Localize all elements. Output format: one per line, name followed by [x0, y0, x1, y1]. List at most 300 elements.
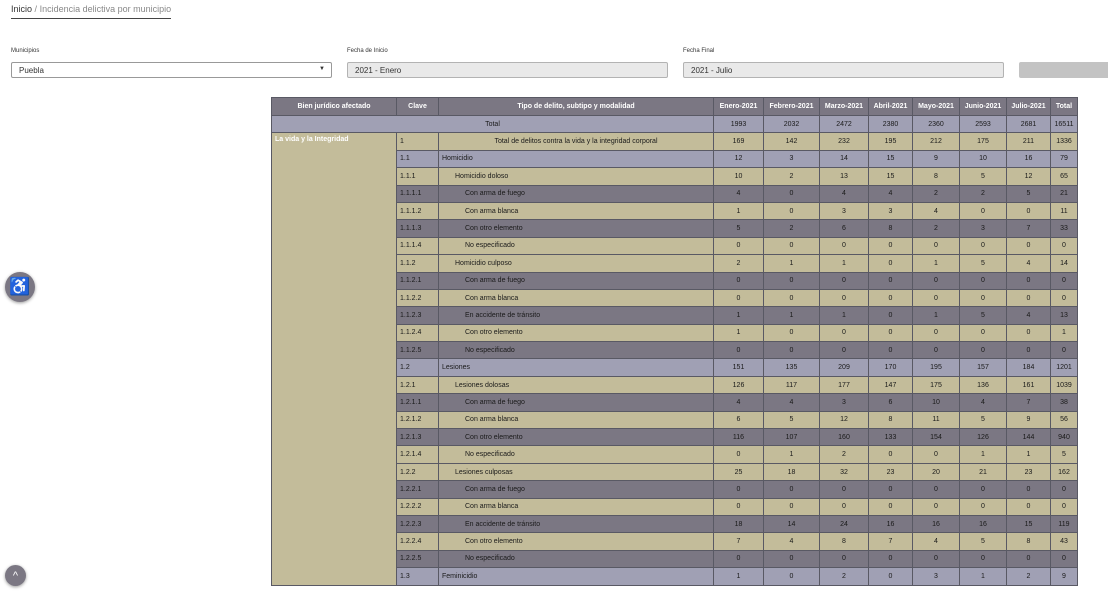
value-cell: 0	[960, 550, 1007, 567]
value-cell: 8	[913, 168, 960, 185]
value-cell: 0	[764, 568, 820, 585]
value-cell: 0	[1051, 289, 1078, 306]
tipo-cell: Con otro elemento	[439, 429, 714, 446]
value-cell: 8	[820, 533, 869, 550]
clave-cell: 1.1.2.1	[397, 272, 439, 289]
tipo-cell: Con arma de fuego	[439, 394, 714, 411]
value-cell: 0	[913, 481, 960, 498]
value-cell: 0	[913, 289, 960, 306]
value-cell: 0	[820, 324, 869, 341]
tipo-cell: Homicidio doloso	[439, 168, 714, 185]
value-cell: 0	[1051, 272, 1078, 289]
value-cell: 32	[820, 463, 869, 480]
value-cell: 5	[764, 411, 820, 428]
value-cell: 6	[714, 411, 764, 428]
value-cell: 0	[1007, 272, 1051, 289]
value-cell: 0	[869, 568, 913, 585]
municipio-value: Puebla	[19, 66, 44, 75]
value-cell: 5	[714, 220, 764, 237]
clave-cell: 1.1	[397, 150, 439, 167]
value-cell: 0	[913, 498, 960, 515]
value-cell: 13	[1051, 307, 1078, 324]
wheelchair-icon[interactable]: ♿	[5, 272, 35, 302]
value-cell: 8	[1007, 533, 1051, 550]
value-cell: 0	[714, 498, 764, 515]
value-cell: 170	[869, 359, 913, 376]
tipo-cell: Con arma de fuego	[439, 185, 714, 202]
total-cell: 1993	[714, 116, 764, 133]
value-cell: 0	[714, 237, 764, 254]
value-cell: 7	[1007, 220, 1051, 237]
value-cell: 0	[764, 272, 820, 289]
incidence-table	[271, 97, 1078, 586]
total-cell: 2380	[869, 116, 913, 133]
fecha-inicio-value: 2021 - Enero	[355, 66, 402, 75]
value-cell: 4	[1007, 307, 1051, 324]
value-cell: 211	[1007, 133, 1051, 150]
value-cell: 1	[764, 446, 820, 463]
value-cell: 162	[1051, 463, 1078, 480]
value-cell: 5	[960, 533, 1007, 550]
value-cell: 0	[913, 446, 960, 463]
search-button[interactable]	[1019, 62, 1108, 78]
value-cell: 0	[764, 498, 820, 515]
value-cell: 3	[820, 202, 869, 219]
value-cell: 3	[913, 568, 960, 585]
value-cell: 16	[869, 515, 913, 532]
clave-cell: 1.1.2.4	[397, 324, 439, 341]
total-cell: 2032	[764, 116, 820, 133]
column-header: Total	[1051, 98, 1078, 116]
tipo-cell: Con arma de fuego	[439, 481, 714, 498]
value-cell: 1	[714, 202, 764, 219]
value-cell: 184	[1007, 359, 1051, 376]
value-cell: 14	[764, 515, 820, 532]
value-cell: 0	[960, 289, 1007, 306]
value-cell: 5	[960, 307, 1007, 324]
column-header: Enero-2021	[714, 98, 764, 116]
column-header: Mayo-2021	[913, 98, 960, 116]
clave-cell: 1.2.2.1	[397, 481, 439, 498]
value-cell: 11	[1051, 202, 1078, 219]
value-cell: 0	[960, 237, 1007, 254]
value-cell: 0	[869, 342, 913, 359]
value-cell: 23	[869, 463, 913, 480]
value-cell: 0	[869, 237, 913, 254]
value-cell: 147	[869, 376, 913, 393]
fecha-final-field[interactable]	[683, 62, 1004, 78]
fecha-inicio-field[interactable]	[347, 62, 668, 78]
clave-cell: 1.2.2.4	[397, 533, 439, 550]
table-header-row	[272, 98, 1078, 116]
value-cell: 107	[764, 429, 820, 446]
value-cell: 79	[1051, 150, 1078, 167]
value-cell: 209	[820, 359, 869, 376]
fecha-final-value: 2021 - Julio	[691, 66, 733, 75]
value-cell: 20	[913, 463, 960, 480]
value-cell: 12	[714, 150, 764, 167]
column-header: Febrero-2021	[764, 98, 820, 116]
value-cell: 142	[764, 133, 820, 150]
value-cell: 940	[1051, 429, 1078, 446]
value-cell: 1	[714, 307, 764, 324]
column-header: Bien jurídico afectado	[272, 98, 397, 116]
value-cell: 0	[1007, 342, 1051, 359]
tipo-cell: No especificado	[439, 446, 714, 463]
value-cell: 0	[1007, 202, 1051, 219]
value-cell: 10	[960, 150, 1007, 167]
value-cell: 38	[1051, 394, 1078, 411]
value-cell: 5	[960, 411, 1007, 428]
value-cell: 56	[1051, 411, 1078, 428]
clave-cell: 1.2	[397, 359, 439, 376]
value-cell: 16	[960, 515, 1007, 532]
tipo-cell: Homicidio	[439, 150, 714, 167]
bien-juridico-cell: La vida y la Integridad	[272, 133, 397, 585]
tipo-cell: Feminicidio	[439, 568, 714, 585]
value-cell: 0	[820, 272, 869, 289]
clave-cell: 1	[397, 133, 439, 150]
tipo-cell: Con otro elemento	[439, 220, 714, 237]
column-header: Abril-2021	[869, 98, 913, 116]
value-cell: 0	[714, 481, 764, 498]
value-cell: 0	[1007, 289, 1051, 306]
value-cell: 1336	[1051, 133, 1078, 150]
value-cell: 0	[820, 481, 869, 498]
value-cell: 0	[869, 498, 913, 515]
clave-cell: 1.2.1.2	[397, 411, 439, 428]
value-cell: 0	[869, 289, 913, 306]
value-cell: 1	[820, 255, 869, 272]
chevron-down-icon: ▼	[319, 66, 325, 72]
value-cell: 18	[714, 515, 764, 532]
municipio-label: Municipios	[11, 48, 40, 54]
total-cell: 2681	[1007, 116, 1051, 133]
tipo-cell: No especificado	[439, 237, 714, 254]
value-cell: 0	[764, 289, 820, 306]
value-cell: 4	[913, 533, 960, 550]
value-cell: 0	[960, 498, 1007, 515]
value-cell: 0	[764, 342, 820, 359]
value-cell: 0	[714, 342, 764, 359]
value-cell: 0	[960, 202, 1007, 219]
value-cell: 0	[764, 550, 820, 567]
clave-cell: 1.2.1	[397, 376, 439, 393]
value-cell: 154	[913, 429, 960, 446]
value-cell: 5	[1051, 446, 1078, 463]
value-cell: 0	[1051, 550, 1078, 567]
value-cell: 0	[1007, 481, 1051, 498]
tipo-cell: Lesiones	[439, 359, 714, 376]
tipo-cell: No especificado	[439, 342, 714, 359]
value-cell: 9	[913, 150, 960, 167]
clave-cell: 1.1.1.4	[397, 237, 439, 254]
value-cell: 2	[820, 568, 869, 585]
tipo-cell: En accidente de tránsito	[439, 307, 714, 324]
value-cell: 212	[913, 133, 960, 150]
value-cell: 2	[1007, 568, 1051, 585]
value-cell: 14	[820, 150, 869, 167]
value-cell: 21	[1051, 185, 1078, 202]
value-cell: 10	[913, 394, 960, 411]
table-total-row	[272, 116, 1078, 133]
value-cell: 16	[913, 515, 960, 532]
value-cell: 0	[960, 342, 1007, 359]
column-header: Clave	[397, 98, 439, 116]
value-cell: 3	[869, 202, 913, 219]
value-cell: 117	[764, 376, 820, 393]
value-cell: 0	[913, 272, 960, 289]
total-cell: 2472	[820, 116, 869, 133]
value-cell: 4	[869, 185, 913, 202]
value-cell: 0	[820, 498, 869, 515]
value-cell: 175	[960, 133, 1007, 150]
value-cell: 136	[960, 376, 1007, 393]
value-cell: 0	[714, 289, 764, 306]
tipo-cell: Con otro elemento	[439, 324, 714, 341]
clave-cell: 1.1.1.1	[397, 185, 439, 202]
value-cell: 0	[913, 342, 960, 359]
value-cell: 1	[820, 307, 869, 324]
column-header: Tipo de delito, subtipo y modalidad	[439, 98, 714, 116]
value-cell: 144	[1007, 429, 1051, 446]
value-cell: 7	[1007, 394, 1051, 411]
value-cell: 2	[913, 185, 960, 202]
clave-cell: 1.3	[397, 568, 439, 585]
value-cell: 1	[714, 568, 764, 585]
value-cell: 1	[960, 568, 1007, 585]
tipo-cell: Con arma blanca	[439, 289, 714, 306]
value-cell: 0	[913, 324, 960, 341]
value-cell: 14	[1051, 255, 1078, 272]
value-cell: 9	[1051, 568, 1078, 585]
value-cell: 160	[820, 429, 869, 446]
value-cell: 0	[869, 307, 913, 324]
tipo-cell: Con arma blanca	[439, 411, 714, 428]
tipo-cell: Con arma blanca	[439, 498, 714, 515]
tipo-cell: Lesiones culposas	[439, 463, 714, 480]
value-cell: 0	[714, 550, 764, 567]
value-cell: 7	[869, 533, 913, 550]
value-cell: 3	[960, 220, 1007, 237]
value-cell: 1039	[1051, 376, 1078, 393]
value-cell: 2	[913, 220, 960, 237]
total-cell: 2360	[913, 116, 960, 133]
value-cell: 6	[820, 220, 869, 237]
clave-cell: 1.1.1.2	[397, 202, 439, 219]
fecha-inicio-label: Fecha de Inicio	[347, 48, 388, 54]
column-header: Junio-2021	[960, 98, 1007, 116]
value-cell: 3	[820, 394, 869, 411]
value-cell: 4	[960, 394, 1007, 411]
value-cell: 5	[960, 168, 1007, 185]
value-cell: 6	[869, 394, 913, 411]
tipo-cell: Con arma de fuego	[439, 272, 714, 289]
clave-cell: 1.1.2.3	[397, 307, 439, 324]
value-cell: 1	[913, 255, 960, 272]
breadcrumb	[11, 4, 171, 19]
value-cell: 0	[960, 481, 1007, 498]
value-cell: 0	[1051, 237, 1078, 254]
value-cell: 11	[913, 411, 960, 428]
value-cell: 133	[869, 429, 913, 446]
value-cell: 15	[869, 168, 913, 185]
value-cell: 8	[869, 220, 913, 237]
value-cell: 0	[1007, 498, 1051, 515]
value-cell: 195	[869, 133, 913, 150]
value-cell: 4	[714, 185, 764, 202]
value-cell: 2	[764, 168, 820, 185]
value-cell: 1201	[1051, 359, 1078, 376]
value-cell: 1	[714, 324, 764, 341]
value-cell: 24	[820, 515, 869, 532]
value-cell: 119	[1051, 515, 1078, 532]
value-cell: 0	[960, 324, 1007, 341]
clave-cell: 1.1.1.3	[397, 220, 439, 237]
value-cell: 126	[714, 376, 764, 393]
tipo-cell: Lesiones dolosas	[439, 376, 714, 393]
value-cell: 9	[1007, 411, 1051, 428]
value-cell: 0	[820, 237, 869, 254]
value-cell: 1	[960, 446, 1007, 463]
total-label: Total	[272, 116, 714, 133]
value-cell: 0	[764, 202, 820, 219]
breadcrumb-separator: /	[34, 4, 38, 14]
value-cell: 161	[1007, 376, 1051, 393]
value-cell: 1	[913, 307, 960, 324]
value-cell: 43	[1051, 533, 1078, 550]
column-header: Julio-2021	[1007, 98, 1051, 116]
value-cell: 116	[714, 429, 764, 446]
value-cell: 195	[913, 359, 960, 376]
value-cell: 23	[1007, 463, 1051, 480]
value-cell: 0	[869, 324, 913, 341]
clave-cell: 1.2.2.3	[397, 515, 439, 532]
value-cell: 1	[1051, 324, 1078, 341]
value-cell: 12	[820, 411, 869, 428]
value-cell: 126	[960, 429, 1007, 446]
value-cell: 0	[820, 289, 869, 306]
value-cell: 15	[1007, 515, 1051, 532]
value-cell: 151	[714, 359, 764, 376]
value-cell: 8	[869, 411, 913, 428]
clave-cell: 1.2.2	[397, 463, 439, 480]
value-cell: 4	[1007, 255, 1051, 272]
value-cell: 25	[714, 463, 764, 480]
value-cell: 33	[1051, 220, 1078, 237]
value-cell: 0	[820, 342, 869, 359]
value-cell: 0	[714, 446, 764, 463]
clave-cell: 1.2.1.1	[397, 394, 439, 411]
value-cell: 13	[820, 168, 869, 185]
value-cell: 0	[764, 237, 820, 254]
value-cell: 5	[1007, 185, 1051, 202]
clave-cell: 1.1.2.5	[397, 342, 439, 359]
clave-cell: 1.1.2.2	[397, 289, 439, 306]
municipio-select[interactable]	[11, 62, 332, 78]
tipo-cell: Con otro elemento	[439, 533, 714, 550]
value-cell: 1	[764, 307, 820, 324]
value-cell: 135	[764, 359, 820, 376]
value-cell: 0	[869, 481, 913, 498]
value-cell: 2	[960, 185, 1007, 202]
value-cell: 12	[1007, 168, 1051, 185]
value-cell: 0	[1051, 481, 1078, 498]
clave-cell: 1.1.2	[397, 255, 439, 272]
value-cell: 0	[764, 481, 820, 498]
value-cell: 0	[869, 550, 913, 567]
value-cell: 2	[764, 220, 820, 237]
value-cell: 16	[1007, 150, 1051, 167]
value-cell: 0	[714, 272, 764, 289]
value-cell: 0	[1007, 550, 1051, 567]
value-cell: 0	[820, 550, 869, 567]
value-cell: 2	[714, 255, 764, 272]
value-cell: 0	[764, 324, 820, 341]
value-cell: 0	[913, 237, 960, 254]
value-cell: 0	[960, 272, 1007, 289]
total-cell: 16511	[1051, 116, 1078, 133]
value-cell: 4	[714, 394, 764, 411]
value-cell: 0	[869, 446, 913, 463]
clave-cell: 1.2.1.4	[397, 446, 439, 463]
table-row	[272, 133, 1078, 150]
value-cell: 0	[1051, 342, 1078, 359]
value-cell: 4	[764, 394, 820, 411]
value-cell: 10	[714, 168, 764, 185]
clave-cell: 1.2.1.3	[397, 429, 439, 446]
value-cell: 0	[1007, 237, 1051, 254]
value-cell: 0	[869, 255, 913, 272]
value-cell: 157	[960, 359, 1007, 376]
value-cell: 2	[820, 446, 869, 463]
tipo-cell: Homicidio culposo	[439, 255, 714, 272]
value-cell: 21	[960, 463, 1007, 480]
value-cell: 5	[960, 255, 1007, 272]
breadcrumb-current: Incidencia delictiva por municipio	[39, 4, 172, 14]
value-cell: 175	[913, 376, 960, 393]
tipo-cell: No especificado	[439, 550, 714, 567]
clave-cell: 1.2.2.2	[397, 498, 439, 515]
value-cell: 4	[913, 202, 960, 219]
value-cell: 18	[764, 463, 820, 480]
breadcrumb-home-link[interactable]: Inicio	[11, 4, 33, 14]
clave-cell: 1.1.1	[397, 168, 439, 185]
value-cell: 7	[714, 533, 764, 550]
value-cell: 1	[1007, 446, 1051, 463]
total-cell: 2593	[960, 116, 1007, 133]
value-cell: 169	[714, 133, 764, 150]
value-cell: 232	[820, 133, 869, 150]
value-cell: 4	[764, 533, 820, 550]
tipo-cell: Total de delitos contra la vida y la integridad corporal	[439, 133, 714, 150]
fecha-final-label: Fecha Final	[683, 48, 715, 54]
value-cell: 0	[913, 550, 960, 567]
value-cell: 0	[764, 185, 820, 202]
tipo-cell: En accidente de tránsito	[439, 515, 714, 532]
value-cell: 0	[1007, 324, 1051, 341]
chevron-up-icon[interactable]: ^	[5, 565, 26, 586]
tipo-cell: Con arma blanca	[439, 202, 714, 219]
column-header: Marzo-2021	[820, 98, 869, 116]
value-cell: 15	[869, 150, 913, 167]
clave-cell: 1.2.2.5	[397, 550, 439, 567]
value-cell: 65	[1051, 168, 1078, 185]
value-cell: 1	[764, 255, 820, 272]
value-cell: 177	[820, 376, 869, 393]
value-cell: 4	[820, 185, 869, 202]
value-cell: 0	[869, 272, 913, 289]
